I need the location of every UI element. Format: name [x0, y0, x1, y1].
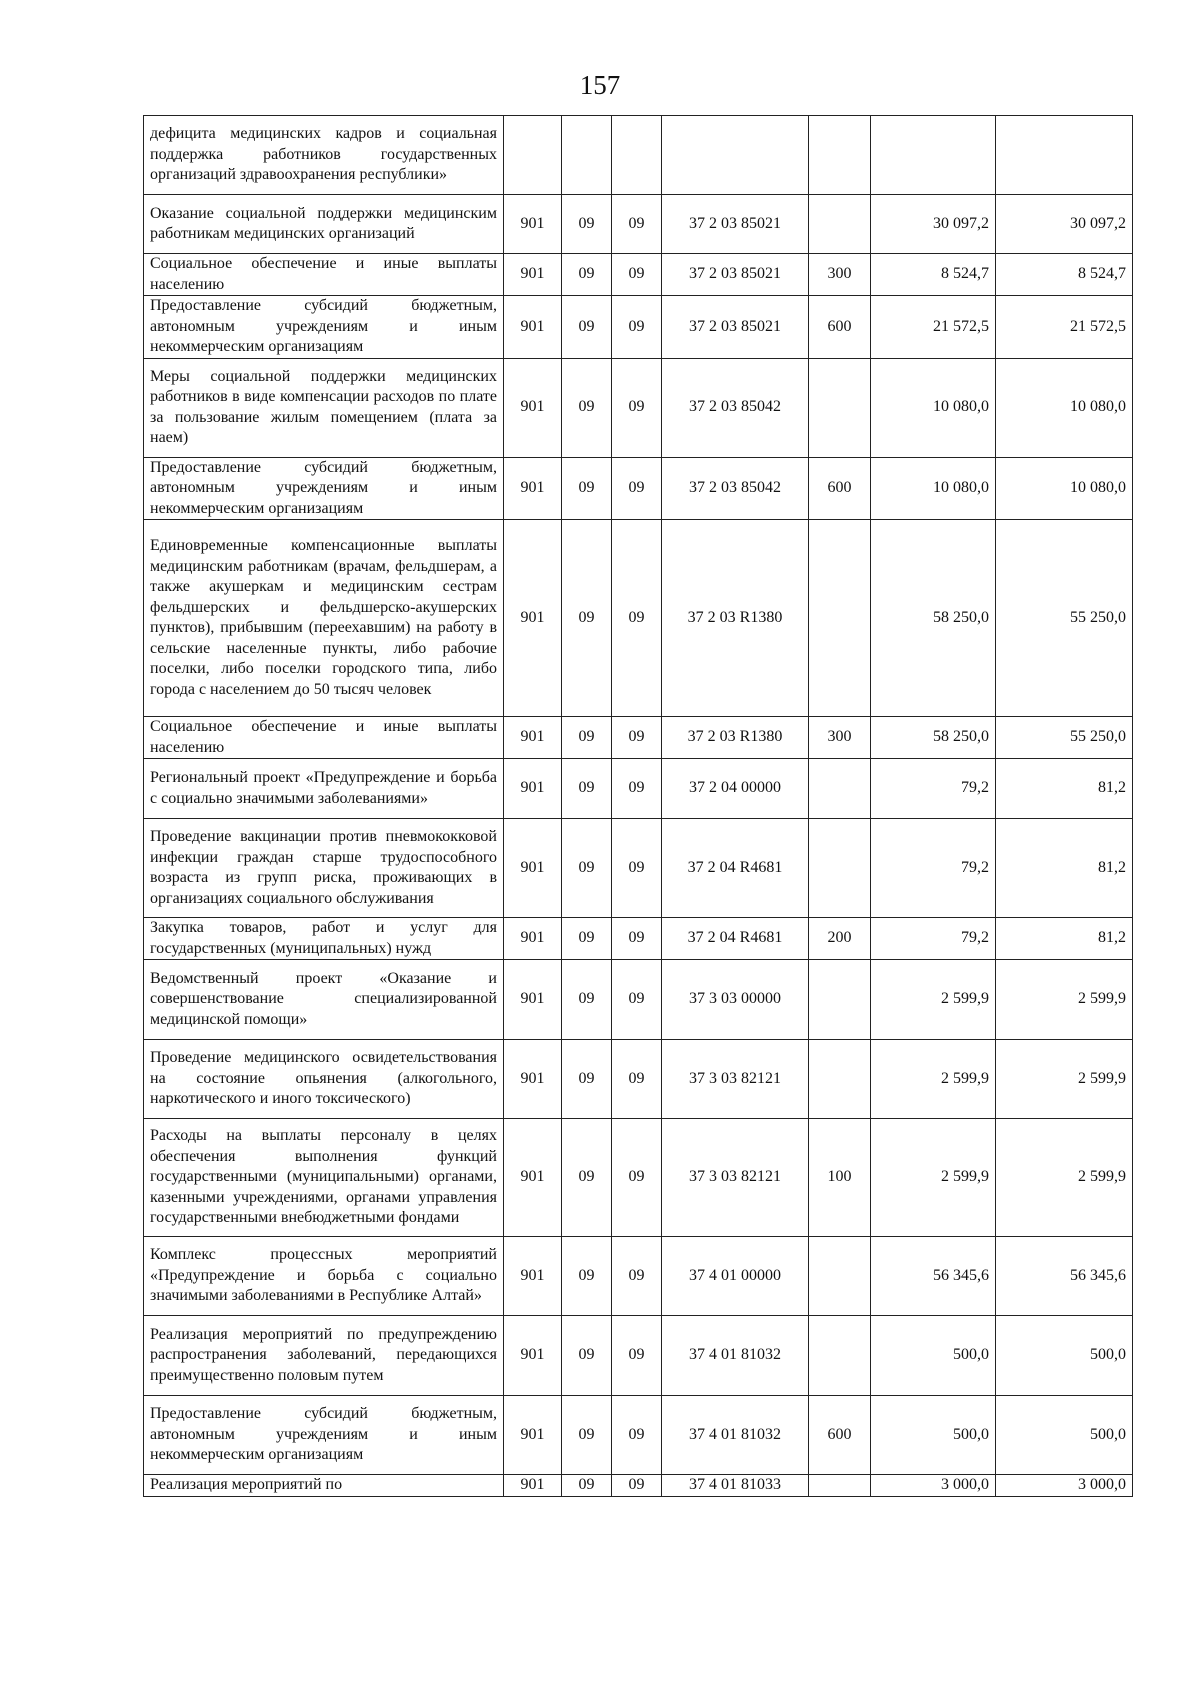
expense-type-cell [809, 195, 871, 254]
target-article-cell: 37 2 03 85021 [662, 296, 809, 359]
amount-year1-cell: 30 097,2 [871, 195, 996, 254]
amount-year1-cell: 3 000,0 [871, 1475, 996, 1497]
target-article-cell: 37 3 03 00000 [662, 960, 809, 1040]
ministry-code-cell: 901 [504, 819, 562, 918]
expense-type-cell [809, 1316, 871, 1396]
amount-year1-cell: 56 345,6 [871, 1237, 996, 1316]
section-code-cell: 09 [562, 819, 612, 918]
table-row [144, 116, 1133, 195]
item-name-cell: Предоставление субсидий бюджетным, автономным учреждениям и иным некоммерческим организациям [144, 1396, 504, 1475]
section-code-cell: 09 [562, 1237, 612, 1316]
table-row [144, 1316, 1133, 1396]
table-row [144, 1119, 1133, 1237]
table-row [144, 296, 1133, 359]
amount-year2-cell: 2 599,9 [996, 1040, 1133, 1119]
subsection-code-cell: 09 [612, 1119, 662, 1237]
amount-year1-cell: 2 599,9 [871, 960, 996, 1040]
amount-year2-cell: 10 080,0 [996, 457, 1133, 520]
expense-type-cell [809, 1237, 871, 1316]
page-number: 157 [579, 70, 621, 100]
amount-year2-cell: 500,0 [996, 1396, 1133, 1475]
subsection-code-cell: 09 [612, 819, 662, 918]
target-article-cell: 37 4 01 81032 [662, 1396, 809, 1475]
table-row [144, 717, 1133, 759]
ministry-code-cell: 901 [504, 457, 562, 520]
ministry-code-cell: 901 [504, 254, 562, 296]
ministry-code-cell: 901 [504, 1475, 562, 1497]
section-code-cell: 09 [562, 358, 612, 457]
expense-type-cell [809, 819, 871, 918]
ministry-code-cell: 901 [504, 1396, 562, 1475]
ministry-code-cell: 901 [504, 960, 562, 1040]
amount-year1-cell: 21 572,5 [871, 296, 996, 359]
amount-year1-cell: 500,0 [871, 1396, 996, 1475]
expense-type-cell: 600 [809, 457, 871, 520]
expense-type-cell: 600 [809, 1396, 871, 1475]
target-article-cell: 37 3 03 82121 [662, 1119, 809, 1237]
amount-year2-cell: 2 599,9 [996, 960, 1133, 1040]
amount-year1-cell: 8 524,7 [871, 254, 996, 296]
ministry-code-cell: 901 [504, 717, 562, 759]
item-name-cell: Социальное обеспечение и иные выплаты населению [144, 254, 504, 296]
section-code-cell: 09 [562, 457, 612, 520]
amount-year2-cell: 55 250,0 [996, 520, 1133, 717]
amount-year2-cell: 3 000,0 [996, 1475, 1133, 1497]
target-article-cell: 37 2 04 R4681 [662, 819, 809, 918]
amount-year2-cell: 30 097,2 [996, 195, 1133, 254]
amount-year2-cell [996, 116, 1133, 195]
expense-type-cell [809, 960, 871, 1040]
section-code-cell: 09 [562, 1119, 612, 1237]
amount-year1-cell: 10 080,0 [871, 358, 996, 457]
amount-year1-cell: 79,2 [871, 759, 996, 819]
section-code-cell: 09 [562, 717, 612, 759]
target-article-cell: 37 2 04 R4681 [662, 918, 809, 960]
expense-type-cell [809, 1475, 871, 1497]
target-article-cell: 37 2 03 85042 [662, 358, 809, 457]
subsection-code-cell: 09 [612, 520, 662, 717]
item-name-cell: Реализация мероприятий по предупреждению распространения заболеваний, передающихся преимущественно половым путем [144, 1316, 504, 1396]
ministry-code-cell: 901 [504, 1316, 562, 1396]
expense-type-cell [809, 759, 871, 819]
amount-year2-cell: 21 572,5 [996, 296, 1133, 359]
section-code-cell: 09 [562, 296, 612, 359]
subsection-code-cell: 09 [612, 1316, 662, 1396]
section-code-cell: 09 [562, 1396, 612, 1475]
ministry-code-cell: 901 [504, 1237, 562, 1316]
amount-year1-cell: 10 080,0 [871, 457, 996, 520]
expense-type-cell: 300 [809, 717, 871, 759]
target-article-cell: 37 2 03 85021 [662, 254, 809, 296]
item-name-cell: Расходы на выплаты персоналу в целях обеспечения выполнения функций государственными (муниципальными) органами, казенными учреждениями, органами управления государственными внебюджетными фондами [144, 1119, 504, 1237]
section-code-cell: 09 [562, 1040, 612, 1119]
expense-type-cell [809, 1040, 871, 1119]
subsection-code-cell: 09 [612, 717, 662, 759]
table-row [144, 918, 1133, 960]
subsection-code-cell: 09 [612, 759, 662, 819]
subsection-code-cell: 09 [612, 457, 662, 520]
ministry-code-cell: 901 [504, 195, 562, 254]
expense-type-cell: 600 [809, 296, 871, 359]
table-row [144, 457, 1133, 520]
ministry-code-cell [504, 116, 562, 195]
target-article-cell: 37 3 03 82121 [662, 1040, 809, 1119]
amount-year2-cell: 10 080,0 [996, 358, 1133, 457]
table-row [144, 358, 1133, 457]
amount-year2-cell: 81,2 [996, 759, 1133, 819]
section-code-cell: 09 [562, 1475, 612, 1497]
subsection-code-cell: 09 [612, 960, 662, 1040]
table-row [144, 960, 1133, 1040]
item-name-cell: Единовременные компенсационные выплаты медицинским работникам (врачам, фельдшерам, а также акушеркам и медицинским сестрам фельдшерских и фельдшерско-акушерских пунктов), прибывшим (переехавшим) на работу в сельские населенные пункты, либо рабочие поселки, либо поселки городского типа, либо города с населением до 50 тысяч человек [144, 520, 504, 717]
section-code-cell: 09 [562, 1316, 612, 1396]
section-code-cell: 09 [562, 759, 612, 819]
table-row [144, 254, 1133, 296]
amount-year2-cell: 81,2 [996, 819, 1133, 918]
section-code-cell: 09 [562, 918, 612, 960]
item-name-cell: дефицита медицинских кадров и социальная поддержка работников государственных организаций здравоохранения республики» [144, 116, 504, 195]
amount-year1-cell: 79,2 [871, 918, 996, 960]
section-code-cell: 09 [562, 195, 612, 254]
amount-year2-cell: 8 524,7 [996, 254, 1133, 296]
ministry-code-cell: 901 [504, 520, 562, 717]
target-article-cell: 37 4 01 81032 [662, 1316, 809, 1396]
expense-type-cell: 300 [809, 254, 871, 296]
target-article-cell: 37 4 01 81033 [662, 1475, 809, 1497]
table-row [144, 1396, 1133, 1475]
target-article-cell: 37 4 01 00000 [662, 1237, 809, 1316]
item-name-cell: Проведение медицинского освидетельствования на состояние опьянения (алкогольного, наркотического и иного токсического) [144, 1040, 504, 1119]
subsection-code-cell: 09 [612, 918, 662, 960]
amount-year2-cell: 56 345,6 [996, 1237, 1133, 1316]
item-name-cell: Проведение вакцинации против пневмококковой инфекции граждан старше трудоспособного возраста из групп риска, проживающих в организациях социального обслуживания [144, 819, 504, 918]
section-code-cell [562, 116, 612, 195]
expense-type-cell [809, 520, 871, 717]
subsection-code-cell: 09 [612, 1475, 662, 1497]
amount-year1-cell: 2 599,9 [871, 1040, 996, 1119]
expense-type-cell [809, 358, 871, 457]
amount-year1-cell: 79,2 [871, 819, 996, 918]
target-article-cell: 37 2 03 85021 [662, 195, 809, 254]
subsection-code-cell: 09 [612, 296, 662, 359]
item-name-cell: Меры социальной поддержки медицинских работников в виде компенсации расходов по плате за пользование жилым помещением (плата за наем) [144, 358, 504, 457]
amount-year1-cell [871, 116, 996, 195]
amount-year2-cell: 81,2 [996, 918, 1133, 960]
ministry-code-cell: 901 [504, 918, 562, 960]
budget-table [143, 115, 1133, 1497]
item-name-cell: Закупка товаров, работ и услуг для государственных (муниципальных) нужд [144, 918, 504, 960]
ministry-code-cell: 901 [504, 759, 562, 819]
section-code-cell: 09 [562, 254, 612, 296]
item-name-cell: Реализация мероприятий по [144, 1475, 504, 1497]
table-row [144, 819, 1133, 918]
target-article-cell: 37 2 03 R1380 [662, 520, 809, 717]
item-name-cell: Региональный проект «Предупреждение и борьба с социально значимыми заболеваниями» [144, 759, 504, 819]
table-row [144, 520, 1133, 717]
subsection-code-cell: 09 [612, 1040, 662, 1119]
amount-year1-cell: 58 250,0 [871, 520, 996, 717]
table-row [144, 1237, 1133, 1316]
subsection-code-cell: 09 [612, 1237, 662, 1316]
expense-type-cell [809, 116, 871, 195]
section-code-cell: 09 [562, 520, 612, 717]
amount-year1-cell: 2 599,9 [871, 1119, 996, 1237]
item-name-cell: Предоставление субсидий бюджетным, автономным учреждениям и иным некоммерческим организациям [144, 457, 504, 520]
target-article-cell: 37 2 04 00000 [662, 759, 809, 819]
amount-year1-cell: 500,0 [871, 1316, 996, 1396]
ministry-code-cell: 901 [504, 296, 562, 359]
amount-year2-cell: 500,0 [996, 1316, 1133, 1396]
section-code-cell: 09 [562, 960, 612, 1040]
amount-year2-cell: 55 250,0 [996, 717, 1133, 759]
subsection-code-cell [612, 116, 662, 195]
subsection-code-cell: 09 [612, 254, 662, 296]
amount-year2-cell: 2 599,9 [996, 1119, 1133, 1237]
subsection-code-cell: 09 [612, 195, 662, 254]
expense-type-cell: 100 [809, 1119, 871, 1237]
subsection-code-cell: 09 [612, 358, 662, 457]
budget-table-body [144, 116, 1133, 1497]
item-name-cell: Ведомственный проект «Оказание и совершенствование специализированной медицинской помощи» [144, 960, 504, 1040]
amount-year1-cell: 58 250,0 [871, 717, 996, 759]
expense-type-cell: 200 [809, 918, 871, 960]
table-row [144, 1475, 1133, 1497]
target-article-cell [662, 116, 809, 195]
item-name-cell: Комплекс процессных мероприятий «Предупреждение и борьба с социально значимыми заболеваниями в Республике Алтай» [144, 1237, 504, 1316]
item-name-cell: Оказание социальной поддержки медицинским работникам медицинских организаций [144, 195, 504, 254]
target-article-cell: 37 2 03 85042 [662, 457, 809, 520]
table-row [144, 195, 1133, 254]
subsection-code-cell: 09 [612, 1396, 662, 1475]
table-row [144, 1040, 1133, 1119]
ministry-code-cell: 901 [504, 358, 562, 457]
target-article-cell: 37 2 03 R1380 [662, 717, 809, 759]
item-name-cell: Предоставление субсидий бюджетным, автономным учреждениям и иным некоммерческим организациям [144, 296, 504, 359]
ministry-code-cell: 901 [504, 1040, 562, 1119]
item-name-cell: Социальное обеспечение и иные выплаты населению [144, 717, 504, 759]
ministry-code-cell: 901 [504, 1119, 562, 1237]
table-row [144, 759, 1133, 819]
